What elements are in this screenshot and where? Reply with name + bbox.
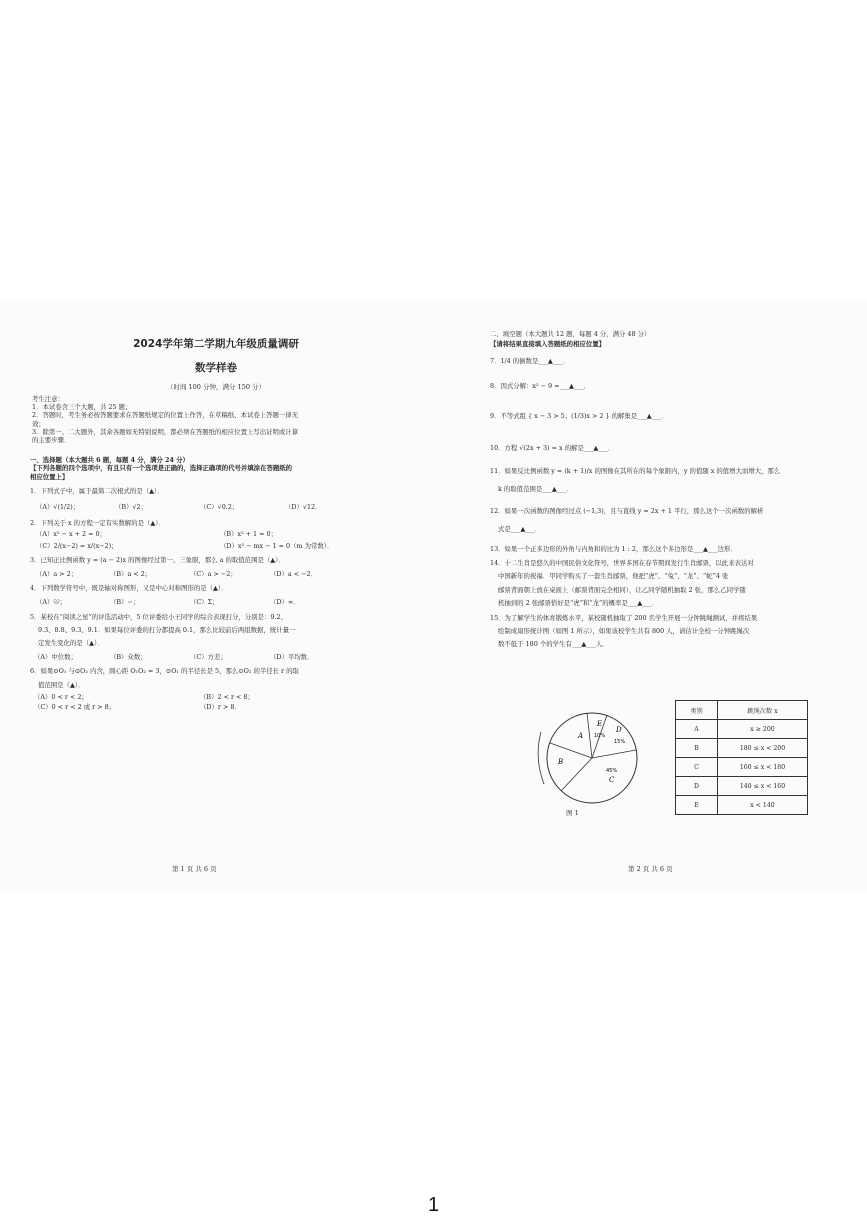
section-1-heading: 一、选择题（本大题共 6 题，每题 4 分，满分 24 分） [30,456,189,465]
option-b: （B）众数； [110,653,147,662]
pie-bracket [538,732,544,784]
question-15: 15．为了解学生的体育锻炼水平，某校随机抽取了 200 名学生开展一分钟跳绳测试，并将结果 [490,614,758,623]
section-2-instruction: 【请将结果直接填入答题纸的相应位置】 [490,340,606,349]
pie-pct-c: 45% [606,768,618,774]
table-cell: B [676,739,718,758]
question-11-continued: k 的取值范围是___▲___． [498,485,573,494]
option-c: （C）√0.2； [200,503,239,512]
question-6-options-row1 [30,693,402,701]
section-2-heading: 二、填空题（本大题共 12 题，每题 4 分，满分 48 分） [490,330,651,338]
question-5-continued: 定发生变化的是（▲）． [38,639,104,648]
page-footer: 第 1 页 共 6 页 [172,865,217,873]
option-d: （D）√12． [285,503,322,512]
pie-chart-figure-1 [530,710,640,810]
table-row [676,777,808,796]
option-a: （A）a > 2； [36,570,78,579]
question-1: 1．下列式子中，属于最简二次根式的是（▲）． [30,486,164,495]
candidate-notes [30,395,402,444]
exam-subtitle: 数学样卷 [195,362,237,374]
option-c: （C）方差； [190,653,227,662]
question-5-continued: 9.3、8.8、9.3、9.1．如果每位评委的打分都提高 0.1，那么比较前后两组数据，统计量一 [38,625,296,634]
option-a: （A）x² − x + 2 = 0； [36,530,106,539]
table-row [676,720,808,739]
figure-caption: 图 1 [566,809,579,817]
pie-divider [592,750,636,758]
exam-meta: （时间 100 分钟，满分 150 分） [166,383,266,391]
question-2-options-row2 [30,542,402,550]
section-1-instruction: 【下列各题的四个选项中，有且只有一个选项是正确的，选择正确项的代号并填涂在答题纸的 [30,464,293,473]
option-a: （A）中位数； [34,653,77,662]
option-a: （A）0 < r < 2； [34,692,88,701]
question-6: 6．如果⊙O₁ 与⊙O₂ 内含，圆心距 O₁O₂ = 3，⊙O₁ 的半径长是 5，那么⊙O₂ 的半径长 r 的取 [30,667,299,676]
pie-label-d: D [616,726,622,734]
note-line: 3．除第一、二大题外，其余各题如无特别说明，都必须在答题纸的相应位置上写出证明或计算 [32,427,299,436]
table-cell: 160 ≤ x < 180 [718,758,808,777]
pie-pct-d: 15% [614,739,626,745]
table-cell: C [676,758,718,777]
table-header-count: 跳绳次数 x [718,701,808,720]
page-footer: 第 2 页 共 6 页 [628,865,673,873]
option-d: （D）a < −2． [270,570,317,579]
question-5: 5．某校在“阅读之星”的评选活动中，5 位评委给小王同学的综合表现打分，分别是：9.2、 [30,612,287,621]
question-7: 7．1/4 的倒数是___▲___． [490,357,569,366]
table-cell: 140 ≤ x < 160 [718,777,808,796]
question-5-options [30,653,402,661]
question-9: 9．不等式组 { x − 3 > 5；(1/3)x > 2 } 的解集是___▲___． [490,411,668,420]
question-3-options [30,570,402,578]
question-14-continued: 中国新年的祝福．甲同学购买了一套生肖邮票，他把“虎”、“兔”、“龙”、“蛇”4 张 [498,572,729,581]
exam-page-2 [490,318,828,878]
document-page-number: 1 [427,1194,440,1216]
option-d: （D）∞． [270,598,300,607]
table-cell: A [676,720,718,739]
question-8: 8．因式分解：x² − 9 =___▲___． [490,381,590,390]
question-15-continued: 数不低于 180 个的学生有___▲___人． [498,640,609,649]
pie-divider [561,758,592,791]
question-13: 13．如果一个正多边形的外角与内角和的比为 1 : 2，那么这个多边形是___▲___边形． [490,545,737,554]
option-b: （B）√2； [115,503,148,512]
section-1-instruction: 相应位置上】 [30,472,69,481]
table-cell: x ≥ 200 [718,720,808,739]
note-line: 的主要步骤． [32,436,71,445]
option-d: （D）x² − mx − 1 = 0（m 为常数）． [220,541,334,550]
table-cell: D [676,777,718,796]
notes-heading: 考生注意： [32,395,64,403]
question-4-options [30,598,402,606]
option-b: （B）∽； [110,598,140,607]
exam-title: 2024学年第二学期九年级质量调研 [133,338,299,350]
pie-pct-e: 10% [594,733,606,739]
pie-divider [550,743,592,758]
table-row [676,739,808,758]
table-cell: E [676,796,718,815]
option-d: （D）平均数． [270,653,314,662]
option-b: （B）2 < r < 8； [200,692,254,701]
question-2: 2．下列关于 x 的方程一定有实数解的是（▲）． [30,519,165,528]
note-line: 1．本试卷含三个大题，共 25 题； [32,403,132,412]
option-d: （D）r > 8． [200,703,241,712]
option-c: （C）0 < r < 2 或 r > 8； [34,703,116,712]
question-14-continued: 邮票背面朝上放在桌面上（邮票背面完全相同），让乙同学随机抽取 2 张，那么乙同学随 [498,585,746,594]
option-c: （C）2/(x−2) = x/(x−2)； [36,541,118,550]
option-a: （A）√(1/2)； [36,503,80,512]
note-line: 2．答题时，考生务必按答题要求在答题纸规定的位置上作答，在草稿纸、本试卷上答题一律无 [32,411,299,420]
question-12: 12．如果一次函数的图像经过点 (−1,3)，且与直线 y = 2x + 1 平行，那么这个一次函数的解析 [490,506,764,515]
question-1-options [30,503,402,511]
table-header-category: 类别 [676,701,718,720]
pie-label-c: C [609,776,615,784]
question-6-options-row2 [30,703,402,711]
jump-rope-table [675,700,808,815]
exam-page-1 [30,318,402,878]
question-6-continued: 值范围是（▲）． [38,680,85,689]
option-b: （B）x² + 1 = 0； [220,530,278,539]
question-2-options-row1 [30,530,402,538]
option-c: （C）a > −2； [190,570,237,579]
table-cell: x < 140 [718,796,808,815]
table-row [676,758,808,777]
table-header-row [676,701,808,720]
option-b: （B）a < 2； [110,570,152,579]
question-14: 14．十二生肖是悠久的中国民俗文化符号，世界多国在春节期间发行生肖邮票，以此来表达对 [490,559,754,568]
note-line: 效； [32,419,45,428]
option-c: （C）Σ； [190,598,219,607]
question-3: 3．已知正比例函数 y = (a − 2)x 的图像经过第一、三象限，那么 a 的取值范围是（▲）． [30,555,285,564]
question-14-continued: 机抽到的 2 张邮票恰好是“虎”和“龙”的概率是___▲___． [498,598,659,607]
question-11: 11．如果反比例函数 y = (k + 1)/x 的图像在其所在的每个象限内，y 的值随 x 的值增大而增大，那么 [490,467,781,476]
question-12-continued: 式是___▲___． [498,524,542,533]
question-15-continued: 绘制成扇形统计图（如图 1 所示），如果该校学生共有 800 人，请估计全校一分钟跳绳次 [498,627,750,636]
pie-label-b: B [558,758,564,766]
table-row [676,796,808,815]
pie-label-a: A [578,732,584,740]
pie-label-e: E [597,720,603,728]
question-10: 10．方程 √(2x + 3) = x 的解是___▲___． [490,444,615,453]
question-4: 4．下列数学符号中，既是轴对称图形，又是中心对称图形的是（▲）． [30,584,228,593]
option-a: （A）≌； [36,598,67,607]
table-cell: 180 ≤ x < 200 [718,739,808,758]
pie-divider [587,713,592,758]
